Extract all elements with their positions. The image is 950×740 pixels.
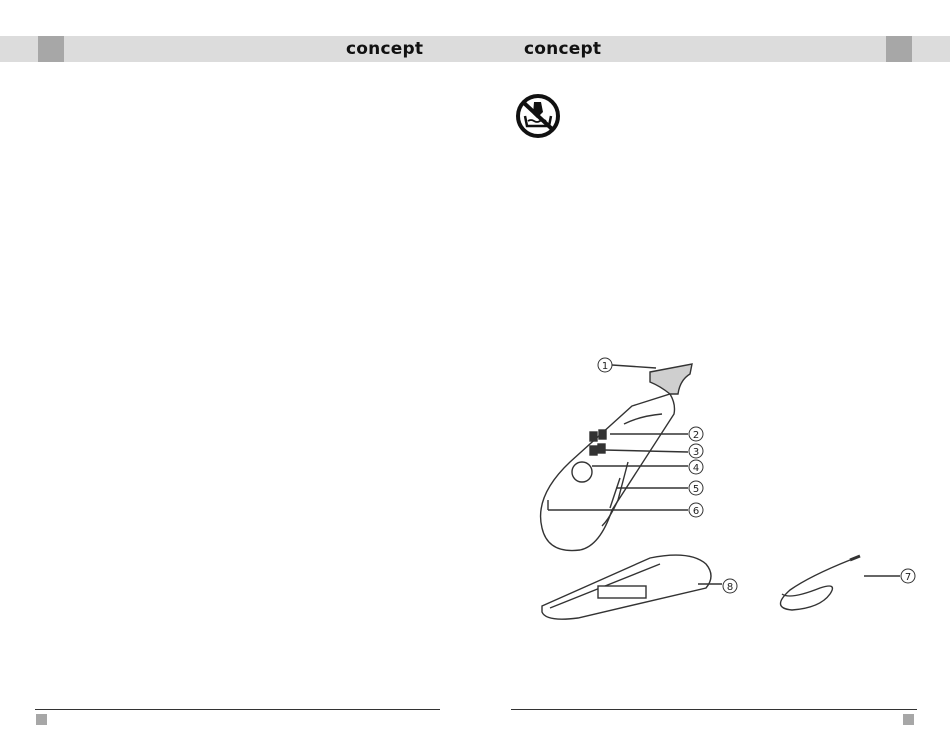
callout-3: 3 <box>692 447 700 458</box>
page-corner-marker-left <box>36 714 47 725</box>
no-water-immersion-icon <box>513 92 563 140</box>
callout-7: 7 <box>904 572 912 583</box>
usb-cable <box>780 560 850 610</box>
device-body <box>541 394 675 551</box>
callout-5: 5 <box>692 484 700 495</box>
callout-1: 1 <box>601 361 609 372</box>
spatula-tip <box>650 364 692 394</box>
brand-logo-right: concept <box>524 39 602 59</box>
page-tab-marker-right <box>886 36 912 62</box>
callout-2: 2 <box>692 430 700 441</box>
footer-rule-left <box>35 709 440 710</box>
brand-logo-left: concept <box>346 39 424 59</box>
callout-4: 4 <box>692 463 700 474</box>
page-corner-marker-right <box>903 714 914 725</box>
callout-6: 6 <box>692 506 700 517</box>
callout-8: 8 <box>726 582 734 593</box>
footer-rule-right <box>511 709 917 710</box>
page-tab-marker-left <box>38 36 64 62</box>
product-parts-diagram <box>520 350 930 640</box>
